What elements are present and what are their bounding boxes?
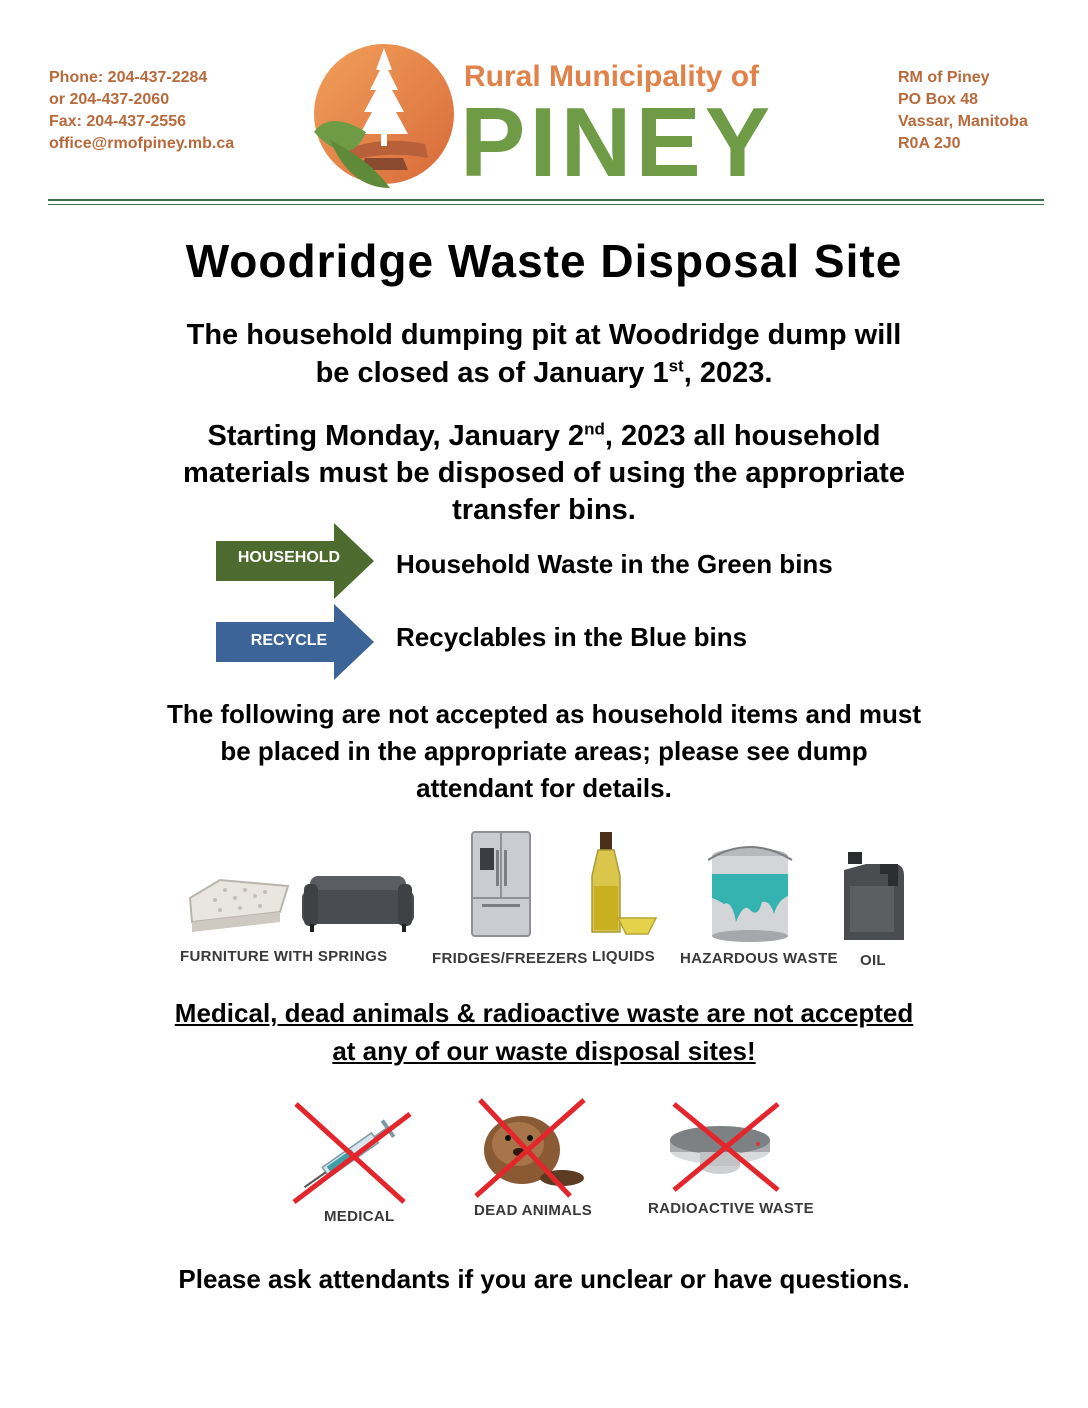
household-bin-text: Household Waste in the Green bins: [396, 549, 833, 579]
phone-line: Phone: 204-437-2284: [49, 69, 208, 86]
item-oil-label: OIL: [860, 952, 886, 969]
closure-line2: be closed as of January 1st, 2023.: [315, 356, 773, 389]
item-oil: [836, 846, 916, 970]
recycle-label: RECYCLE: [250, 632, 328, 649]
not-accepted-notice: [100, 696, 988, 807]
paint-can-icon: [678, 840, 828, 942]
recycle-bin-text: Recyclables in the Blue bins: [396, 622, 748, 652]
not-accepted-line1: The following are not accepted as household items and must: [166, 699, 922, 729]
page-title: Woodridge Waste Disposal Site: [185, 235, 903, 287]
mailing-address: [898, 67, 1028, 155]
furniture-icon: [180, 860, 420, 942]
footer-note: Please ask attendants if you are unclear or have questions.: [178, 1264, 910, 1294]
household-arrow: [216, 523, 374, 599]
recycle-arrow: [216, 604, 374, 680]
not-accepted-line2: be placed in the appropriate areas; please see dump: [220, 736, 868, 766]
contact-info: [49, 67, 234, 155]
banned-medical-label: MEDICAL: [324, 1208, 395, 1225]
oil-bottle-icon: [580, 826, 670, 938]
address-box: PO Box 48: [898, 91, 979, 108]
fax-line: Fax: 204-437-2556: [49, 113, 186, 130]
smoke-detector-icon: [646, 1100, 806, 1194]
email-line: office@rmofpiney.mb.ca: [49, 135, 235, 152]
closure-notice: [100, 316, 988, 392]
item-furniture-label: FURNITURE WITH SPRINGS: [180, 948, 388, 965]
address-name: RM of Piney: [898, 69, 990, 86]
municipality-logo: [310, 40, 780, 197]
fridge-icon: [432, 826, 572, 938]
logo-subtitle: Rural Municipality of: [464, 60, 760, 93]
not-accepted-line3: attendant for details.: [416, 773, 672, 803]
header-divider-bottom: [48, 204, 1044, 205]
header-divider-top: [48, 199, 1044, 201]
item-liquids: [580, 826, 670, 970]
item-fridge: [432, 826, 588, 970]
closure-line1: The household dumping pit at Woodridge dump will: [186, 319, 902, 351]
address-postal: R0A 2J0: [898, 135, 961, 152]
banned-medical: [290, 1098, 420, 1228]
banned-animals-label: DEAD ANIMALS: [474, 1202, 593, 1219]
warning-line2: at any of our waste disposal sites!: [332, 1036, 756, 1066]
start-line1: Starting Monday, January 2nd, 2023 all household: [207, 419, 881, 452]
banned-animals: [466, 1096, 596, 1226]
household-label: HOUSEHOLD: [237, 549, 341, 566]
prohibited-warning: [100, 994, 988, 1070]
start-notice: [100, 418, 988, 529]
banned-radioactive-label: RADIOACTIVE WASTE: [648, 1200, 814, 1217]
address-city: Vassar, Manitoba: [898, 113, 1028, 130]
item-hazardous-label: HAZARDOUS WASTE: [680, 950, 838, 967]
start-line3: transfer bins.: [452, 494, 636, 526]
beaver-icon: [466, 1096, 596, 1198]
item-hazardous: [678, 840, 838, 970]
warning-line1: Medical, dead animals & radioactive waste are not accepted: [174, 998, 914, 1028]
oil-jug-icon: [836, 846, 916, 946]
alt-phone-line: or 204-437-2060: [49, 91, 170, 108]
logo-wordmark: PINEY: [460, 87, 775, 197]
start-line2: materials must be disposed of using the appropriate: [183, 457, 905, 489]
banned-radioactive: [646, 1100, 814, 1224]
syringe-icon: [290, 1098, 420, 1208]
item-furniture: [180, 860, 420, 970]
logo-emblem-icon: [310, 40, 458, 188]
item-fridge-label: FRIDGES/FREEZERS: [432, 950, 588, 967]
item-liquids-label: LIQUIDS: [592, 948, 655, 965]
